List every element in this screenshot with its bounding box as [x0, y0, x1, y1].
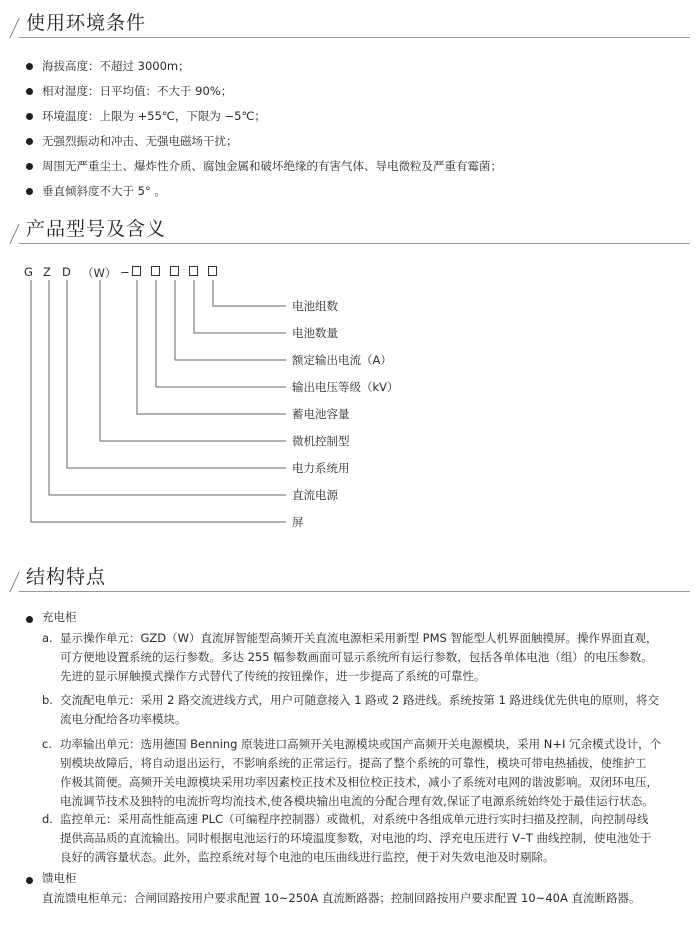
model-letter-g: G — [24, 265, 33, 279]
model-label-panel: 屏 — [292, 515, 304, 529]
env-item: 相对湿度：日平均值：不大于 90%； — [26, 81, 502, 106]
model-label-dc-source: 直流电源 — [292, 488, 338, 502]
model-letter-z: Z — [43, 265, 51, 279]
model-letter-d: D — [62, 265, 71, 279]
section-structure — [0, 560, 700, 592]
model-label-battery-count: 电池数量 — [292, 326, 338, 340]
model-placeholder-box — [208, 266, 217, 276]
env-item: 垂直倾斜度不大于 5° 。 — [26, 181, 502, 206]
model-placeholder-box — [170, 266, 179, 276]
header-slash — [9, 572, 19, 592]
model-label-power-system: 电力系统用 — [292, 461, 350, 475]
section-title: 结构特点 — [26, 566, 107, 588]
structure-item-b: b. 交流配电单元：采用 2 路交流进线方式，用户可随意接入 1 路或 2 路进线。系统按第 1 路进线优先供电的原则，将交 流电分配给各功率模块。 — [42, 693, 660, 726]
feed-cabinet-text: 直流馈电柜单元：合闸回路按用户要求配置 10~250A 直流断路器；控制回路按用户要求配置 10~40A 直流断路器。 — [42, 891, 641, 905]
model-label-voltage-level: 输出电压等级（kV） — [292, 380, 399, 394]
structure-item-a: a. 显示操作单元：GZD（W）直流屏智能型高频开关直流电源柜采用新型 PMS 智能型人机界面触摸屏。操作界面直观， 可方便地设置系统的运行参数。多达 255 幅参数画面可显示系统所有运行参数，包括各单体电池（组）的电压参数。 先进的显示屏触摸式操作方式替代了传统的按钮操作，进一步提高了系统的可靠性。 — [42, 631, 658, 683]
model-placeholder-box — [151, 266, 160, 276]
structure-item-c: c. 功率输出单元：选用德国 Benning 原装进口高频开关电源模块或国产高频开关电源模块，采用 N+I 冗余模式设计，个 别模块故障后，将自动退出运行，不影响系统的正常运行。提高了整个系统的可靠性，模块可带电热插拔，使维护工 作极其简便。高频开关电源模块采用功率因素校正技术及相位校正技术，减小了系统对电网的谐波影响。双闭环电压， 电流调节技术及独特的电流折弯均流技术,使各模块输出电流的分配合理有效,保证了电源系统始终处于最佳运行状态。 — [42, 737, 662, 808]
model-label-rated-current: 额定输出电流（A） — [292, 353, 392, 367]
feed-cabinet-heading: 馈电柜 — [26, 870, 77, 886]
model-letter-w: （W） — [82, 266, 117, 280]
env-item: 海拔高度：不超过 3000m； — [26, 56, 502, 81]
bullet-icon — [26, 877, 33, 884]
model-dash: − — [120, 265, 130, 279]
env-item: 无强烈振动和冲击、无强电磁场干扰； — [26, 131, 502, 156]
bullet-icon — [26, 616, 33, 623]
section-title: 产品型号及含义 — [26, 218, 167, 240]
model-placeholder-box — [189, 266, 198, 276]
section-title: 使用环境条件 — [26, 12, 147, 34]
model-label-battery-capacity: 蓄电池容量 — [292, 407, 350, 421]
env-item: 环境温度：上限为 +55℃，下限为 −5℃； — [26, 106, 502, 131]
structure-item-d: d. 监控单元：采用高性能高速 PLC（可编程序控制器）或微机，对系统中各组成单元进行实时扫描及控制，向控制母线 提供高品质的直流输出。同时根据电池运行的环境温度参数，对电池的均、浮充电压进行 V–T 曲线控制，使电池处于 良好的满容量状态。此外，监控系统对每个电池的电压曲线进行监控，便于对失效电池及时剔除。 — [42, 812, 652, 864]
charge-cabinet-heading: 充电柜 — [26, 609, 77, 625]
env-item: 周围无严重尘土、爆炸性介质、腐蚀金属和破坏绝缘的有害气体、导电微粒及严重有霉菌； — [26, 156, 502, 181]
section-header — [0, 560, 700, 592]
model-label-battery-groups: 电池组数 — [292, 299, 338, 313]
model-placeholder-box — [132, 266, 141, 276]
model-label-microcomputer: 微机控制型 — [292, 434, 350, 448]
header-rule — [19, 591, 690, 592]
